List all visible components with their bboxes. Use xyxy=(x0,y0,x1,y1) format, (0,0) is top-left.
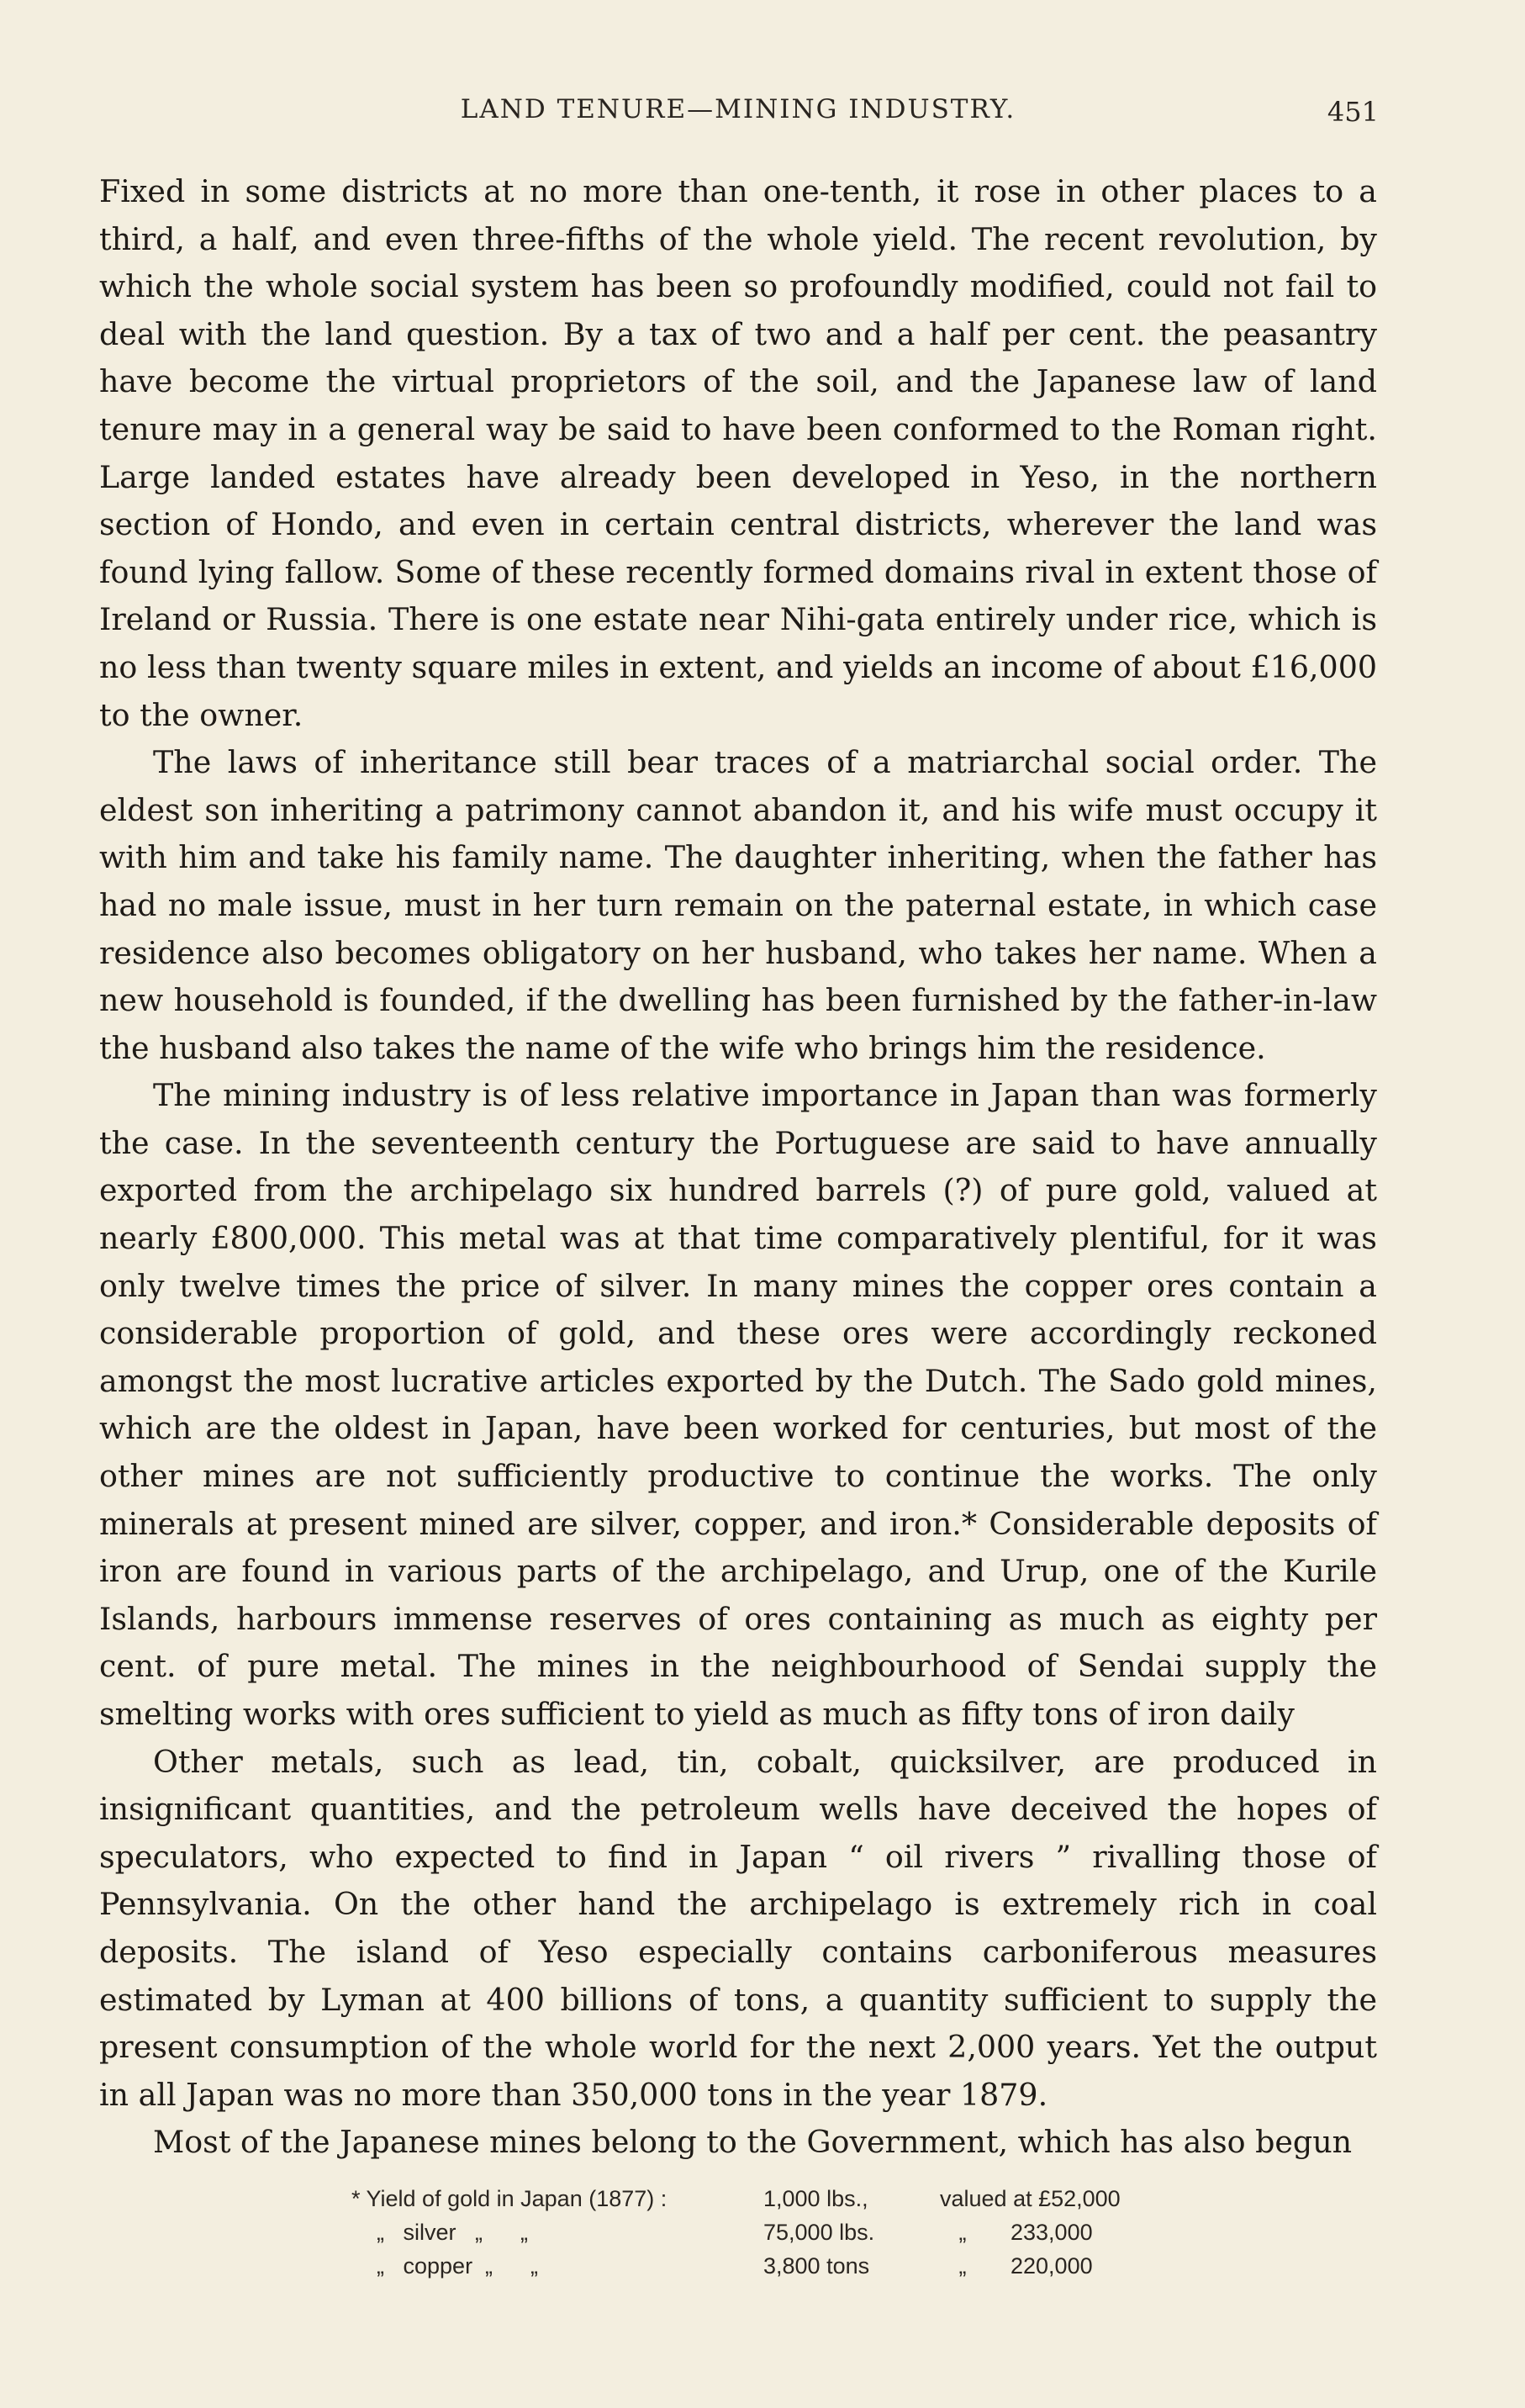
footnote-quantity: 1,000 lbs., xyxy=(763,2185,868,2211)
paragraph-other-metals: Other metals, such as lead, tin, cobalt, quicksilver, are produced in insignificant quantities, and the petroleum wells have deceived the hopes of speculators, who expected to find in Japan “ oil rivers ” rivalling those of Pennsylvania. On the other hand the archipelago is extremely rich in coal deposits. The island of Yeso especially contains carboniferous measures estimated by Lyman at 400 billions of tons, a quantity sufficient to supply the present consumption of the whole world for the next 2,000 years. Yet the output in all Japan was no more than 350,000 tons in the year 1879. xyxy=(99,1743,1377,2113)
footnote-label: * Yield of gold in Japan (1877) : xyxy=(351,2185,668,2211)
body-text xyxy=(99,168,1377,2167)
running-head: LAND TENURE—MINING INDUSTRY. xyxy=(460,94,1016,124)
paragraph-mining-industry: The mining industry is of less relative importance in Japan than was formerly the case. In the seventeenth century the Portuguese are said to have annually exported from the archipelago six hundred barrels (?) of pure gold, valued at nearly £800,000. This metal was at that time comparatively plentiful, for it was only twelve times the price of silver. In many mines the copper ores contain a considerable proportion of gold, and these ores were accordingly reckoned amongst the most lucrative articles exported by the Dutch. The Sado gold mines, which are the oldest in Japan, have been worked for centuries, but most of the other mines are not sufficiently productive to continue the works. The only minerals at present mined are silver, copper, and iron.* Considerable deposits of iron are found in various parts of the archipelago, and Urup, one of the Kurile Islands, harbours immense reserves of ores containing as much as eighty per cent. of pure metal. The mines in the neighbourhood of Sendai supply the smelting works with ores sufficient to yield as much as fifty tons of iron daily xyxy=(99,1077,1377,1732)
page-header xyxy=(99,84,1377,135)
footnote-label: „ copper „ „ xyxy=(351,2252,539,2279)
footnote-row xyxy=(351,2215,1377,2249)
footnote-value: valued at £52,000 xyxy=(940,2185,1121,2211)
page-number: 451 xyxy=(1327,96,1379,128)
paragraph-land-tenure: Fixed in some districts at no more than one-tenth, it rose in other places to a third, a half, and even three-fifths of the whole yield. The recent revolution, by which the whole social system has been so profoundly modified, could not fail to deal with the land question. By a tax of two and a half per cent. the peasantry have become the virtual proprietors of the soil, and the Japanese law of land tenure may in a general way be said to have been conformed to the Roman right. Large landed estates have already been developed in Yeso, in the northern section of Hondo, and even in certain central districts, wherever the land was found lying fallow. Some of these recently formed domains rival in extent those of Ireland or Russia. There is one estate near Nihi-gata entirely under rice, which is no less than twenty square miles in extent, and yields an income of about £16,000 to the owner. xyxy=(99,173,1377,733)
footnote-row xyxy=(351,2249,1377,2283)
book-page xyxy=(99,84,1377,2283)
footnote-label: „ silver „ „ xyxy=(351,2219,529,2245)
footnote-row xyxy=(351,2182,1377,2215)
footnote-quantity: 3,800 tons xyxy=(763,2252,870,2279)
footnote xyxy=(351,2182,1377,2283)
footnote-value: „ 220,000 xyxy=(940,2252,1093,2279)
paragraph-inheritance: The laws of inheritance still bear traces of a matriarchal social order. The eldest son inheriting a patrimony cannot abandon it, and his wife must occupy it with him and take his family name. The daughter inheriting, when the father has had no male issue, must in her turn remain on the paternal estate, in which case residence also becomes obligatory on her husband, who takes her name. When a new household is founded, if the dwelling has been furnished by the father-in-law the husband also takes the name of the wife who brings him the residence. xyxy=(99,744,1377,1066)
paragraph-government-mines: Most of the Japanese mines belong to the Government, which has also begun xyxy=(153,2124,1353,2161)
footnote-quantity: 75,000 lbs. xyxy=(763,2219,875,2245)
footnote-value: „ 233,000 xyxy=(940,2219,1093,2245)
